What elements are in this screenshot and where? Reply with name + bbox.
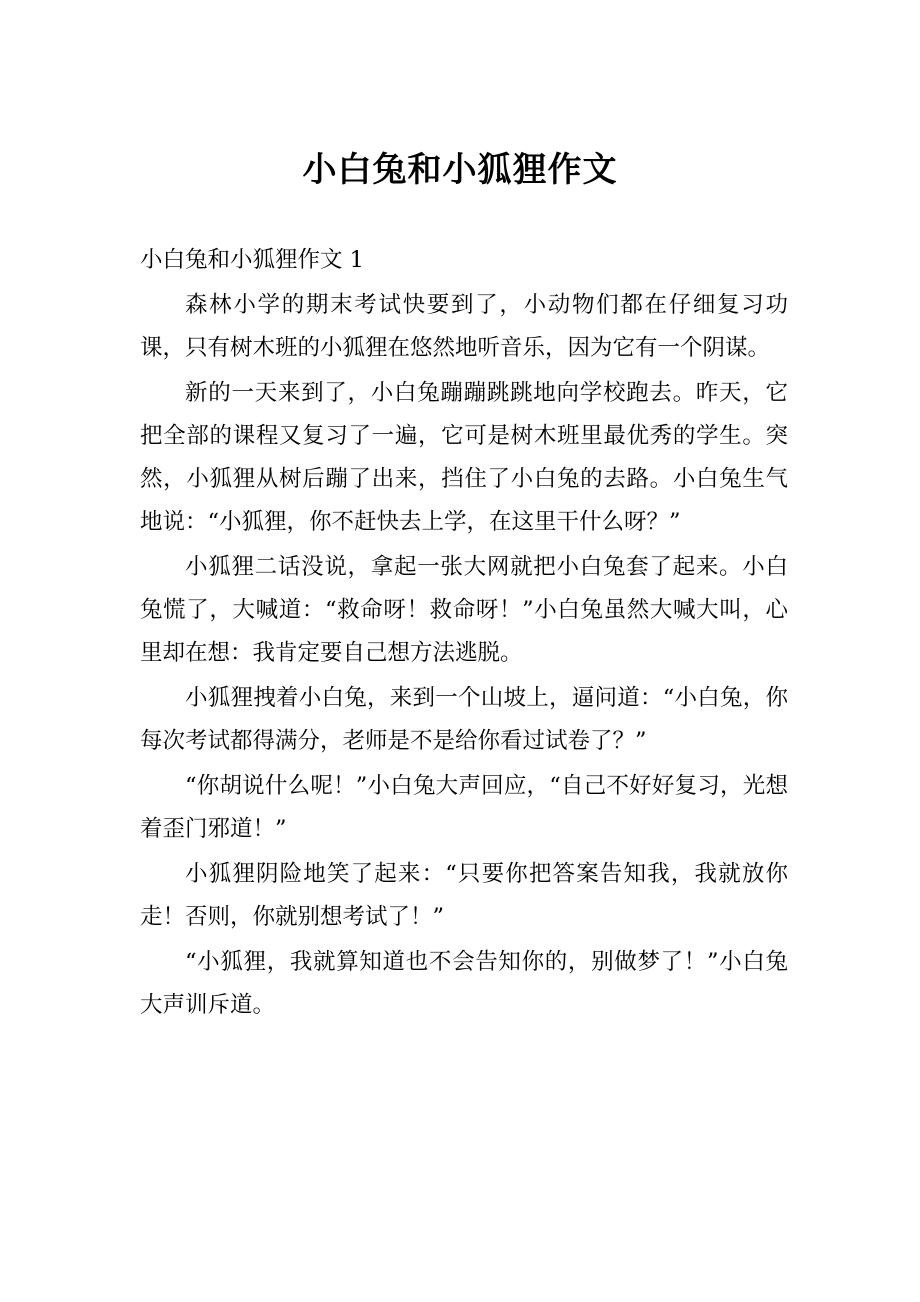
section-subheading: 小白兔和小狐狸作文 1 — [140, 247, 364, 273]
paragraph: 小狐狸阴险地笑了起来：“只要你把答案告知我，我就放你走！否则，你就别想考试了！” — [140, 861, 788, 930]
paragraph: 小狐狸二话没说，拿起一张大网就把小白兔套了起来。小白兔慌了，大喊道：“救命呀！救命呀！”小白兔虽然大喊大叫，心里却在想：我肯定要自己想方法逃脱。 — [140, 554, 788, 666]
page-title: 小白兔和小狐狸作文 — [302, 150, 618, 190]
paragraph: “小狐狸，我就算知道也不会告知你的，别做梦了！”小白兔大声训斥道。 — [140, 949, 788, 1018]
paragraph: 森林小学的期末考试快要到了，小动物们都在仔细复习功课，只有树木班的小狐狸在悠然地听音乐，因为它有一个阴谋。 — [140, 292, 788, 361]
document-body — [0, 239, 920, 1027]
paragraph: “你胡说什么呢！”小白兔大声回应，“自己不好好复习，光想着歪门邪道！” — [140, 773, 788, 842]
paragraph: 新的一天来到了，小白兔蹦蹦跳跳地向学校跑去。昨天，它把全部的课程又复习了一遍，它可是树木班里最优秀的学生。突然，小狐狸从树后蹦了出来，挡住了小白兔的去路。小白兔生气地说：“小狐狸，你不赶快去上学，在这里干什么呀？” — [140, 380, 788, 535]
paragraph: 小狐狸拽着小白兔，来到一个山坡上，逼问道：“小白兔，你每次考试都得满分，老师是不是给你看过试卷了？” — [140, 685, 788, 754]
